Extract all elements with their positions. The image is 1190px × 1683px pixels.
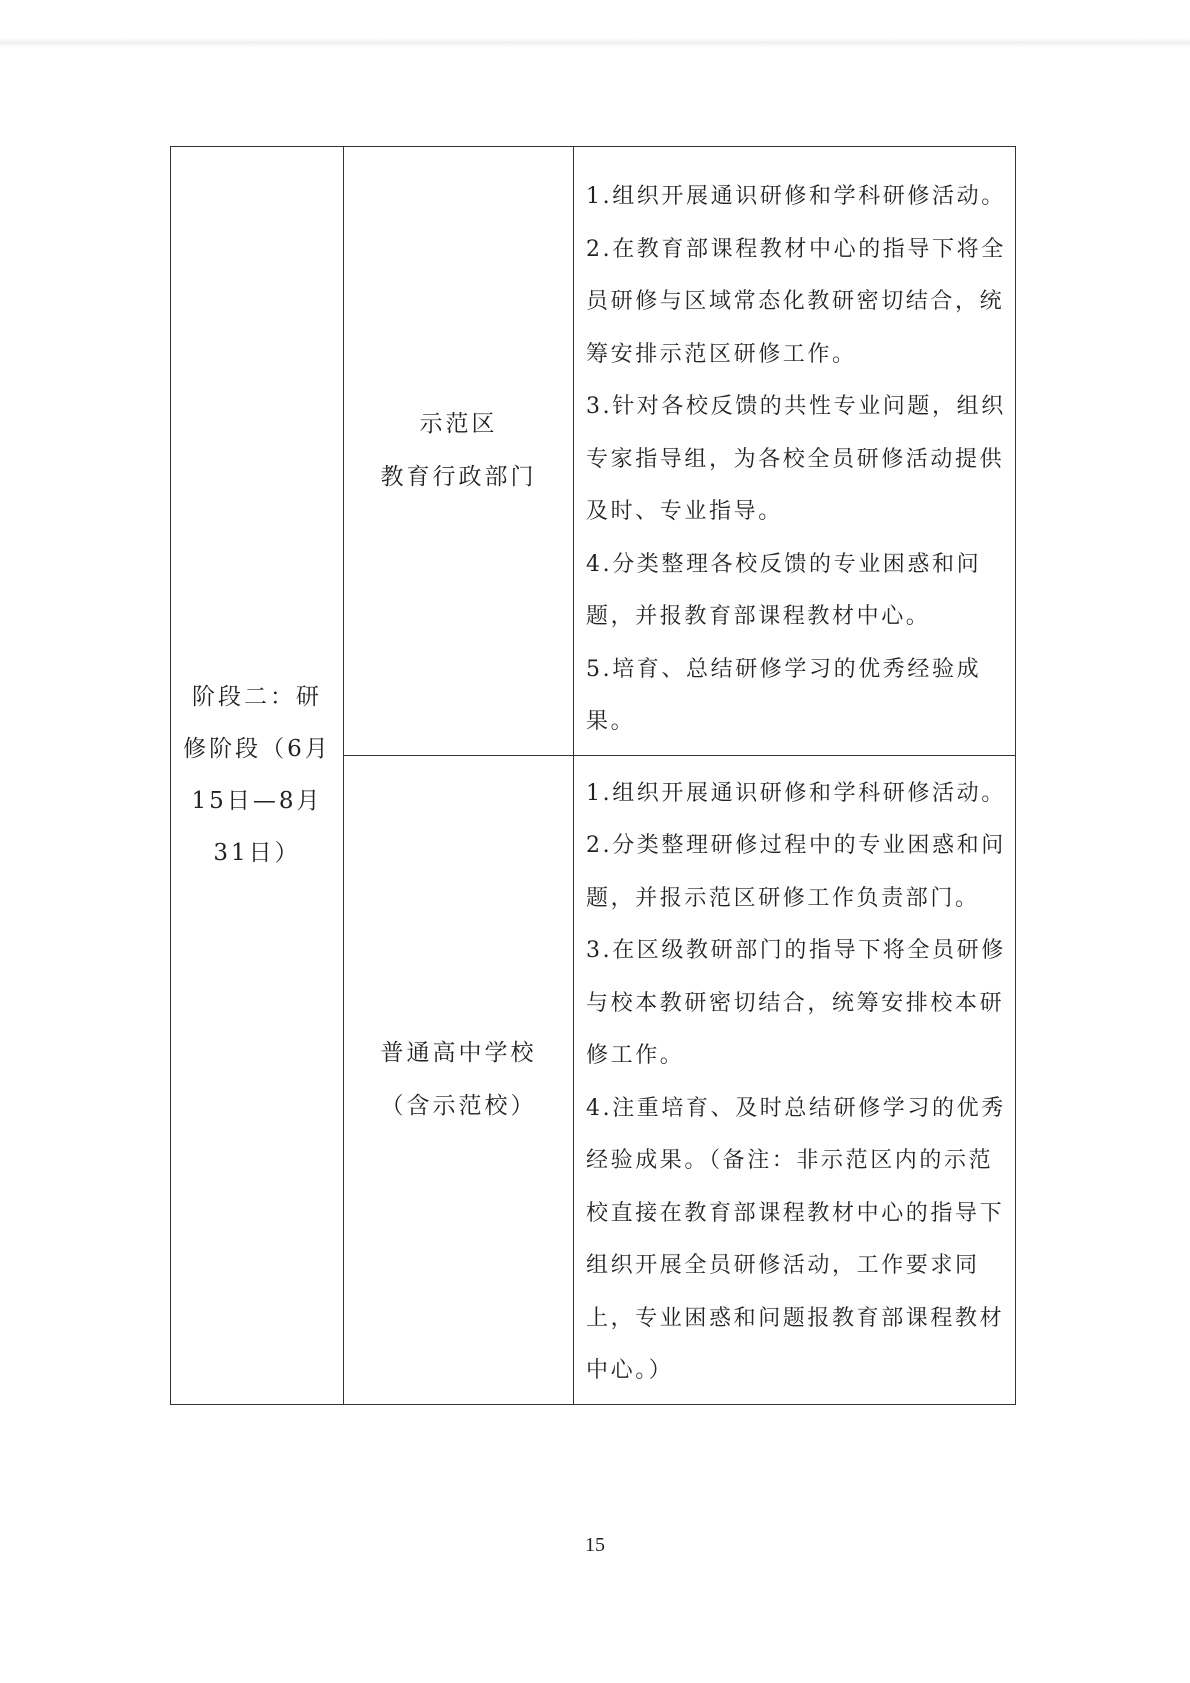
task-item: 2.分类整理研修过程中的专业困惑和问题，并报示范区研修工作负责部门。 — [586, 833, 1006, 911]
task-item: 4.注重培育、及时总结研修学习的优秀经验成果。（备注：非示范区内的示范校直接在教育部课程教材中心的指导下组织开展全员研修活动，工作要求同上，专业困惑和问题报教育部课程教材中心。） — [586, 1095, 1006, 1383]
table-row — [171, 147, 1016, 756]
task-item: 4.分类整理各校反馈的专业困惑和问题，并报教育部课程教材中心。 — [586, 551, 982, 629]
subject-cell — [344, 147, 574, 756]
stage-label: 阶段二：研修阶段（6月15日—8月31日） — [183, 684, 331, 867]
subject-cell — [344, 755, 574, 1404]
scan-edge-shadow — [0, 38, 1190, 48]
task-item: 3.在区级教研部门的指导下将全员研修与校本教研密切结合，统筹安排校本研修工作。 — [586, 938, 1006, 1068]
subject-line: （含示范校） — [380, 1092, 537, 1119]
tasks-cell — [574, 755, 1016, 1404]
task-item: 1.组织开展通识研修和学科研修活动。 — [586, 184, 1006, 209]
subject-line: 普通高中学校 — [380, 1039, 537, 1066]
tasks-cell — [574, 147, 1016, 756]
stage-duties-table — [170, 146, 1016, 1405]
task-item: 3.针对各校反馈的共性专业问题，组织专家指导组，为各校全员研修活动提供及时、专业指导。 — [586, 394, 1006, 524]
stage-cell — [171, 147, 344, 1405]
task-item: 1.组织开展通识研修和学科研修活动。 — [586, 780, 1006, 806]
task-item: 2.在教育部课程教材中心的指导下将全员研修与区域常态化教研密切结合，统筹安排示范区研修工作。 — [586, 236, 1006, 367]
page-number: 15 — [585, 1534, 605, 1556]
task-item: 5.培育、总结研修学习的优秀经验成果。 — [586, 656, 982, 734]
subject-line: 教育行政部门 — [380, 463, 537, 490]
subject-line: 示范区 — [419, 410, 498, 437]
